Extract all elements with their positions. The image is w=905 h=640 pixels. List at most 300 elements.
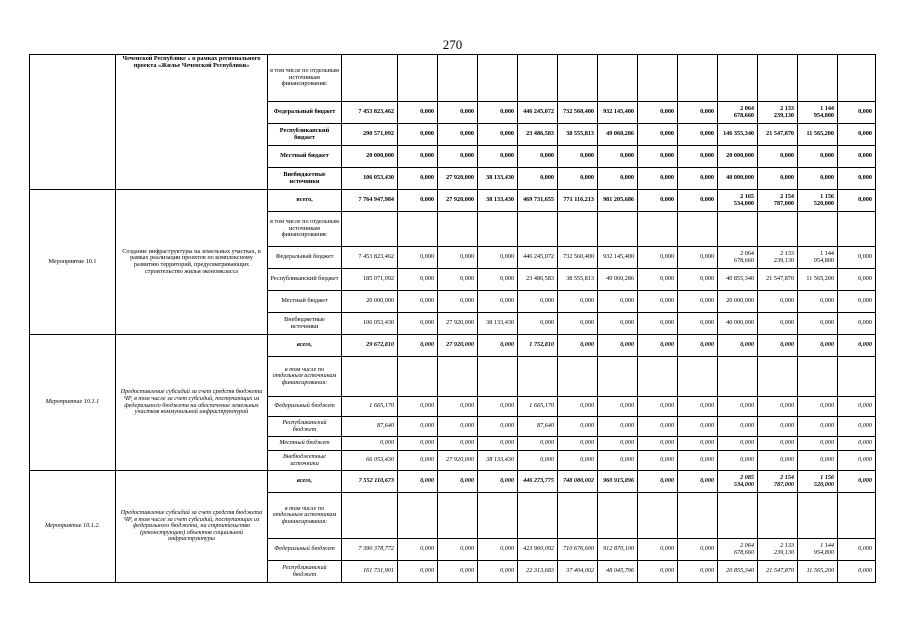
value-cell: 0,000	[838, 451, 876, 471]
value-cell: 0,000	[638, 397, 678, 417]
value-cell: 0,000	[598, 437, 638, 451]
value-cell: 0,000	[678, 190, 718, 212]
value-cell	[518, 493, 558, 539]
value-cell: 21 547,870	[758, 561, 798, 583]
value-cell: 20 000,000	[342, 146, 398, 168]
event-name-cell: Мероприятие 10.1.1	[30, 335, 116, 471]
value-cell: 0,000	[558, 291, 598, 313]
value-cell: 2 133 239,130	[758, 102, 798, 124]
budget-table	[29, 54, 876, 583]
value-cell	[518, 55, 558, 102]
value-cell: 38 133,430	[478, 451, 518, 471]
value-cell: 0,000	[678, 335, 718, 357]
value-cell: 1 665,170	[518, 397, 558, 417]
event-description-cell: Предоставление субсидий за счет средств бюджета ЧР, в том числе за счет субсидий, поступающих из федерального бюджета, на строительство (реконструкцию) объектов социальной инфраструктуры	[116, 471, 268, 583]
value-cell	[438, 212, 478, 247]
value-cell: 2 133 239,130	[758, 539, 798, 561]
value-cell	[478, 212, 518, 247]
value-cell	[342, 212, 398, 247]
value-cell: 0,000	[398, 451, 438, 471]
value-cell: 0,000	[678, 124, 718, 146]
value-cell: 2 165 534,000	[718, 190, 758, 212]
value-cell	[638, 55, 678, 102]
value-cell	[798, 357, 838, 397]
value-cell: 469 731,655	[518, 190, 558, 212]
value-cell	[398, 493, 438, 539]
value-cell: 40 000,000	[718, 313, 758, 335]
value-cell: 1 156 520,000	[798, 471, 838, 493]
value-cell	[478, 55, 518, 102]
value-cell: 2 064 678,660	[718, 247, 758, 269]
value-cell: 0,000	[518, 437, 558, 451]
value-cell: 2 085 534,000	[718, 471, 758, 493]
value-cell	[398, 212, 438, 247]
value-cell: 0,000	[598, 168, 638, 190]
value-cell: 0,000	[758, 291, 798, 313]
value-cell: 0,000	[638, 247, 678, 269]
value-cell: 0,000	[638, 561, 678, 583]
value-cell: 161 731,901	[342, 561, 398, 583]
value-cell: 0,000	[398, 397, 438, 417]
value-cell: 48 045,796	[598, 561, 638, 583]
value-cell: 0,000	[758, 313, 798, 335]
value-cell	[558, 212, 598, 247]
value-cell: 0,000	[478, 471, 518, 493]
value-cell: 0,000	[838, 269, 876, 291]
value-cell	[598, 493, 638, 539]
value-cell: 40 000,000	[718, 168, 758, 190]
value-cell: 0,000	[398, 124, 438, 146]
value-cell: 0,000	[678, 269, 718, 291]
value-cell	[342, 493, 398, 539]
value-cell: 0,000	[798, 335, 838, 357]
value-cell	[638, 493, 678, 539]
funding-source-cell: Федеральный бюджет	[268, 247, 342, 269]
value-cell	[758, 212, 798, 247]
value-cell: 0,000	[718, 451, 758, 471]
value-cell: 0,000	[558, 146, 598, 168]
value-cell: 0,000	[838, 190, 876, 212]
value-cell: 0,000	[438, 102, 478, 124]
value-cell: 0,000	[638, 168, 678, 190]
funding-source-cell: Местный бюджет	[268, 437, 342, 451]
value-cell: 0,000	[478, 291, 518, 313]
value-cell	[438, 493, 478, 539]
value-cell: 0,000	[758, 451, 798, 471]
value-cell: 0,000	[678, 146, 718, 168]
value-cell: 0,000	[838, 102, 876, 124]
value-cell: 912 870,100	[598, 539, 638, 561]
value-cell: 0,000	[438, 417, 478, 437]
page-number: 270	[442, 37, 463, 52]
value-cell: 0,000	[438, 269, 478, 291]
value-cell	[718, 55, 758, 102]
value-cell: 27 920,000	[438, 335, 478, 357]
value-cell: 38 133,430	[478, 190, 518, 212]
value-cell: 0,000	[678, 291, 718, 313]
value-cell: 732 560,400	[558, 247, 598, 269]
value-cell: 2 154 787,000	[758, 471, 798, 493]
value-cell	[718, 493, 758, 539]
funding-source-cell: в том числе по отдельным источникам финансирования:	[268, 212, 342, 247]
value-cell: 0,000	[478, 417, 518, 437]
value-cell: 0,000	[838, 437, 876, 451]
value-cell: 0,000	[798, 451, 838, 471]
value-cell: 0,000	[638, 102, 678, 124]
value-cell: 748 080,002	[558, 471, 598, 493]
value-cell	[438, 55, 478, 102]
value-cell: 0,000	[518, 168, 558, 190]
value-cell: 423 960,092	[518, 539, 558, 561]
value-cell: 0,000	[798, 291, 838, 313]
value-cell	[798, 212, 838, 247]
value-cell: 981 205,686	[598, 190, 638, 212]
value-cell: 0,000	[758, 146, 798, 168]
value-cell: 0,000	[678, 437, 718, 451]
value-cell: 0,000	[478, 269, 518, 291]
value-cell: 38 555,813	[558, 269, 598, 291]
value-cell: 0,000	[678, 397, 718, 417]
value-cell: 49 060,286	[598, 269, 638, 291]
value-cell: 0,000	[798, 146, 838, 168]
value-cell: 0,000	[598, 417, 638, 437]
value-cell: 11 565,200	[798, 269, 838, 291]
value-cell: 20 000,000	[718, 291, 758, 313]
value-cell: 771 116,213	[558, 190, 598, 212]
funding-source-cell: всего,	[268, 471, 342, 493]
value-cell: 0,000	[398, 417, 438, 437]
value-cell: 37 404,002	[558, 561, 598, 583]
value-cell: 106 053,430	[342, 168, 398, 190]
value-cell: 0,000	[798, 437, 838, 451]
value-cell: 1 144 954,800	[798, 539, 838, 561]
value-cell: 0,000	[598, 451, 638, 471]
value-cell: 0,000	[838, 539, 876, 561]
value-cell	[342, 55, 398, 102]
value-cell: 0,000	[798, 168, 838, 190]
value-cell: 0,000	[678, 247, 718, 269]
value-cell: 0,000	[598, 335, 638, 357]
value-cell	[678, 55, 718, 102]
value-cell: 0,000	[678, 313, 718, 335]
value-cell: 0,000	[638, 190, 678, 212]
value-cell: 0,000	[478, 335, 518, 357]
value-cell: 0,000	[678, 561, 718, 583]
value-cell: 0,000	[758, 168, 798, 190]
value-cell: 27 920,000	[438, 451, 478, 471]
value-cell	[598, 212, 638, 247]
value-cell: 0,000	[838, 397, 876, 417]
value-cell	[678, 493, 718, 539]
value-cell: 0,000	[558, 335, 598, 357]
value-cell: 0,000	[478, 247, 518, 269]
value-cell	[638, 357, 678, 397]
value-cell: 0,000	[678, 168, 718, 190]
event-description-cell: Предоставление субсидий за счет средств бюджета ЧР, в том числе за счет субсидий, поступающих из федерального бюджета на обеспечение земельных участков коммунальной инфраструктурой	[116, 335, 268, 471]
value-cell: 0,000	[798, 313, 838, 335]
value-cell	[558, 55, 598, 102]
value-cell: 0,000	[438, 539, 478, 561]
event-name-cell: Мероприятие 10.1.2.	[30, 471, 116, 583]
value-cell: 0,000	[638, 539, 678, 561]
funding-source-cell: Внебюджетные источники	[268, 168, 342, 190]
value-cell: 0,000	[398, 102, 438, 124]
value-cell: 0,000	[398, 561, 438, 583]
value-cell: 0,000	[438, 124, 478, 146]
value-cell	[342, 357, 398, 397]
value-cell: 0,000	[398, 313, 438, 335]
value-cell: 7 453 823,462	[342, 247, 398, 269]
value-cell: 11 565,200	[798, 124, 838, 146]
value-cell: 0,000	[838, 146, 876, 168]
value-cell: 0,000	[438, 471, 478, 493]
value-cell: 0,000	[398, 437, 438, 451]
value-cell: 0,000	[678, 539, 718, 561]
value-cell: 446 273,775	[518, 471, 558, 493]
value-cell: 0,000	[398, 168, 438, 190]
funding-source-cell: Федеральный бюджет	[268, 539, 342, 561]
value-cell: 0,000	[638, 335, 678, 357]
value-cell	[558, 493, 598, 539]
value-cell: 0,000	[518, 291, 558, 313]
value-cell	[678, 212, 718, 247]
value-cell	[398, 357, 438, 397]
event-name-cell: Мероприятие 10.1	[30, 190, 116, 335]
value-cell: 0,000	[518, 451, 558, 471]
value-cell: 11 565,200	[798, 561, 838, 583]
value-cell: 0,000	[838, 561, 876, 583]
value-cell: 29 672,810	[342, 335, 398, 357]
value-cell: 0,000	[478, 102, 518, 124]
value-cell: 146 355,340	[718, 124, 758, 146]
event-description-cell: Создание инфраструктуры на земельных участках, в рамках реализации проектов по комплексному развитию территорий, предусматривающих строительство жилья экономкласса	[116, 190, 268, 335]
funding-source-cell: всего,	[268, 335, 342, 357]
value-cell: 0,000	[838, 168, 876, 190]
value-cell: 0,000	[398, 291, 438, 313]
value-cell: 38 133,430	[478, 168, 518, 190]
value-cell	[518, 357, 558, 397]
value-cell: 23 486,583	[518, 269, 558, 291]
funding-source-cell: в том числе по отдельным источникам финансирования:	[268, 493, 342, 539]
funding-source-cell: в том числе по отдельным источникам финансирования:	[268, 357, 342, 397]
table-row	[30, 471, 876, 493]
value-cell: 87,640	[518, 417, 558, 437]
value-cell: 40 855,340	[718, 269, 758, 291]
value-cell: 0,000	[398, 146, 438, 168]
value-cell: 27 920,000	[438, 313, 478, 335]
value-cell: 185 071,092	[342, 269, 398, 291]
value-cell: 0,000	[558, 168, 598, 190]
value-cell: 0,000	[678, 451, 718, 471]
table-row	[30, 190, 876, 212]
value-cell: 0,000	[478, 397, 518, 417]
value-cell	[398, 55, 438, 102]
value-cell: 0,000	[398, 539, 438, 561]
value-cell: 2 133 239,130	[758, 247, 798, 269]
value-cell: 0,000	[558, 437, 598, 451]
value-cell: 0,000	[558, 417, 598, 437]
value-cell: 0,000	[342, 437, 398, 451]
value-cell: 0,000	[758, 335, 798, 357]
value-cell: 0,000	[798, 397, 838, 417]
value-cell: 1 752,810	[518, 335, 558, 357]
value-cell: 0,000	[678, 417, 718, 437]
value-cell: 0,000	[838, 417, 876, 437]
value-cell: 66 053,430	[342, 451, 398, 471]
value-cell: 0,000	[558, 397, 598, 417]
funding-source-cell: в том числе по отдельным источникам финансирования:	[268, 55, 342, 102]
value-cell: 0,000	[838, 124, 876, 146]
value-cell: 0,000	[478, 561, 518, 583]
value-cell	[678, 357, 718, 397]
value-cell	[478, 357, 518, 397]
value-cell: 0,000	[598, 291, 638, 313]
value-cell: 0,000	[598, 313, 638, 335]
value-cell	[838, 212, 876, 247]
value-cell	[758, 493, 798, 539]
value-cell	[638, 212, 678, 247]
funding-source-cell: Республиканский бюджет	[268, 124, 342, 146]
value-cell: 0,000	[838, 471, 876, 493]
value-cell: 960 915,896	[598, 471, 638, 493]
value-cell: 0,000	[438, 291, 478, 313]
value-cell: 0,000	[518, 313, 558, 335]
funding-source-cell: Федеральный бюджет	[268, 102, 342, 124]
funding-source-cell: Республиканский бюджет	[268, 561, 342, 583]
value-cell: 0,000	[718, 437, 758, 451]
value-cell: 106 053,430	[342, 313, 398, 335]
value-cell: 27 920,000	[438, 190, 478, 212]
value-cell	[798, 493, 838, 539]
value-cell: 0,000	[438, 146, 478, 168]
value-cell: 7 764 947,984	[342, 190, 398, 212]
value-cell: 0,000	[598, 146, 638, 168]
funding-source-cell: всего,	[268, 190, 342, 212]
funding-source-cell: Республиканский бюджет	[268, 417, 342, 437]
value-cell	[598, 357, 638, 397]
value-cell: 21 547,870	[758, 124, 798, 146]
value-cell: 446 245,072	[518, 102, 558, 124]
value-cell: 22 313,683	[518, 561, 558, 583]
value-cell	[758, 357, 798, 397]
value-cell: 0,000	[398, 269, 438, 291]
value-cell: 0,000	[478, 124, 518, 146]
value-cell	[798, 55, 838, 102]
value-cell: 0,000	[638, 471, 678, 493]
value-cell: 0,000	[398, 471, 438, 493]
value-cell: 932 145,400	[598, 102, 638, 124]
value-cell: 0,000	[598, 397, 638, 417]
value-cell: 0,000	[558, 313, 598, 335]
value-cell: 0,000	[718, 417, 758, 437]
value-cell: 932 145,400	[598, 247, 638, 269]
funding-source-cell: Внебюджетные источники	[268, 451, 342, 471]
value-cell: 0,000	[478, 146, 518, 168]
value-cell	[718, 357, 758, 397]
value-cell: 7 390 378,772	[342, 539, 398, 561]
value-cell: 0,000	[638, 451, 678, 471]
value-cell: 0,000	[838, 313, 876, 335]
value-cell	[518, 212, 558, 247]
value-cell: 20 855,340	[718, 561, 758, 583]
value-cell: 0,000	[678, 102, 718, 124]
value-cell: 0,000	[678, 471, 718, 493]
value-cell: 0,000	[838, 291, 876, 313]
value-cell: 2 064 678,660	[718, 539, 758, 561]
value-cell: 0,000	[638, 291, 678, 313]
funding-source-cell: Республиканский бюджет	[268, 269, 342, 291]
value-cell	[838, 55, 876, 102]
funding-source-cell: Федеральный бюджет	[268, 397, 342, 417]
value-cell: 21 547,870	[758, 269, 798, 291]
value-cell	[598, 55, 638, 102]
value-cell: 7 453 823,462	[342, 102, 398, 124]
value-cell	[758, 55, 798, 102]
value-cell: 0,000	[718, 335, 758, 357]
value-cell: 1 144 954,800	[798, 247, 838, 269]
value-cell: 0,000	[758, 417, 798, 437]
value-cell: 0,000	[718, 397, 758, 417]
value-cell: 2 064 678,660	[718, 102, 758, 124]
event-description-cell: Чеченской Республике » в рамках регионального проекта «Жилье Чеченской Республики»	[116, 55, 268, 190]
value-cell	[838, 357, 876, 397]
value-cell: 710 676,600	[558, 539, 598, 561]
table-row	[30, 335, 876, 357]
value-cell: 290 571,092	[342, 124, 398, 146]
value-cell: 0,000	[638, 437, 678, 451]
value-cell: 732 560,400	[558, 102, 598, 124]
value-cell: 0,000	[638, 146, 678, 168]
value-cell: 0,000	[398, 247, 438, 269]
value-cell: 446 245,072	[518, 247, 558, 269]
event-name-cell	[30, 55, 116, 190]
value-cell: 20 000,000	[718, 146, 758, 168]
value-cell: 0,000	[638, 269, 678, 291]
value-cell: 0,000	[438, 561, 478, 583]
value-cell: 0,000	[638, 313, 678, 335]
value-cell: 0,000	[638, 124, 678, 146]
value-cell: 23 486,583	[518, 124, 558, 146]
value-cell	[478, 493, 518, 539]
value-cell	[558, 357, 598, 397]
value-cell: 87,640	[342, 417, 398, 437]
value-cell: 0,000	[798, 417, 838, 437]
value-cell: 0,000	[398, 335, 438, 357]
funding-source-cell: Внебюджетные источники	[268, 313, 342, 335]
value-cell	[438, 357, 478, 397]
value-cell: 0,000	[758, 437, 798, 451]
value-cell: 7 552 110,673	[342, 471, 398, 493]
value-cell: 2 154 787,000	[758, 190, 798, 212]
value-cell: 0,000	[558, 451, 598, 471]
value-cell	[718, 212, 758, 247]
funding-source-cell: Местный бюджет	[268, 146, 342, 168]
funding-source-cell: Местный бюджет	[268, 291, 342, 313]
value-cell: 38 555,813	[558, 124, 598, 146]
value-cell: 0,000	[398, 190, 438, 212]
value-cell: 0,000	[518, 146, 558, 168]
value-cell: 0,000	[758, 397, 798, 417]
value-cell: 0,000	[438, 397, 478, 417]
value-cell: 38 133,430	[478, 313, 518, 335]
value-cell: 0,000	[638, 417, 678, 437]
value-cell: 0,000	[438, 437, 478, 451]
value-cell	[838, 493, 876, 539]
value-cell: 0,000	[478, 437, 518, 451]
value-cell: 0,000	[478, 539, 518, 561]
value-cell: 0,000	[838, 335, 876, 357]
value-cell: 1 665,170	[342, 397, 398, 417]
